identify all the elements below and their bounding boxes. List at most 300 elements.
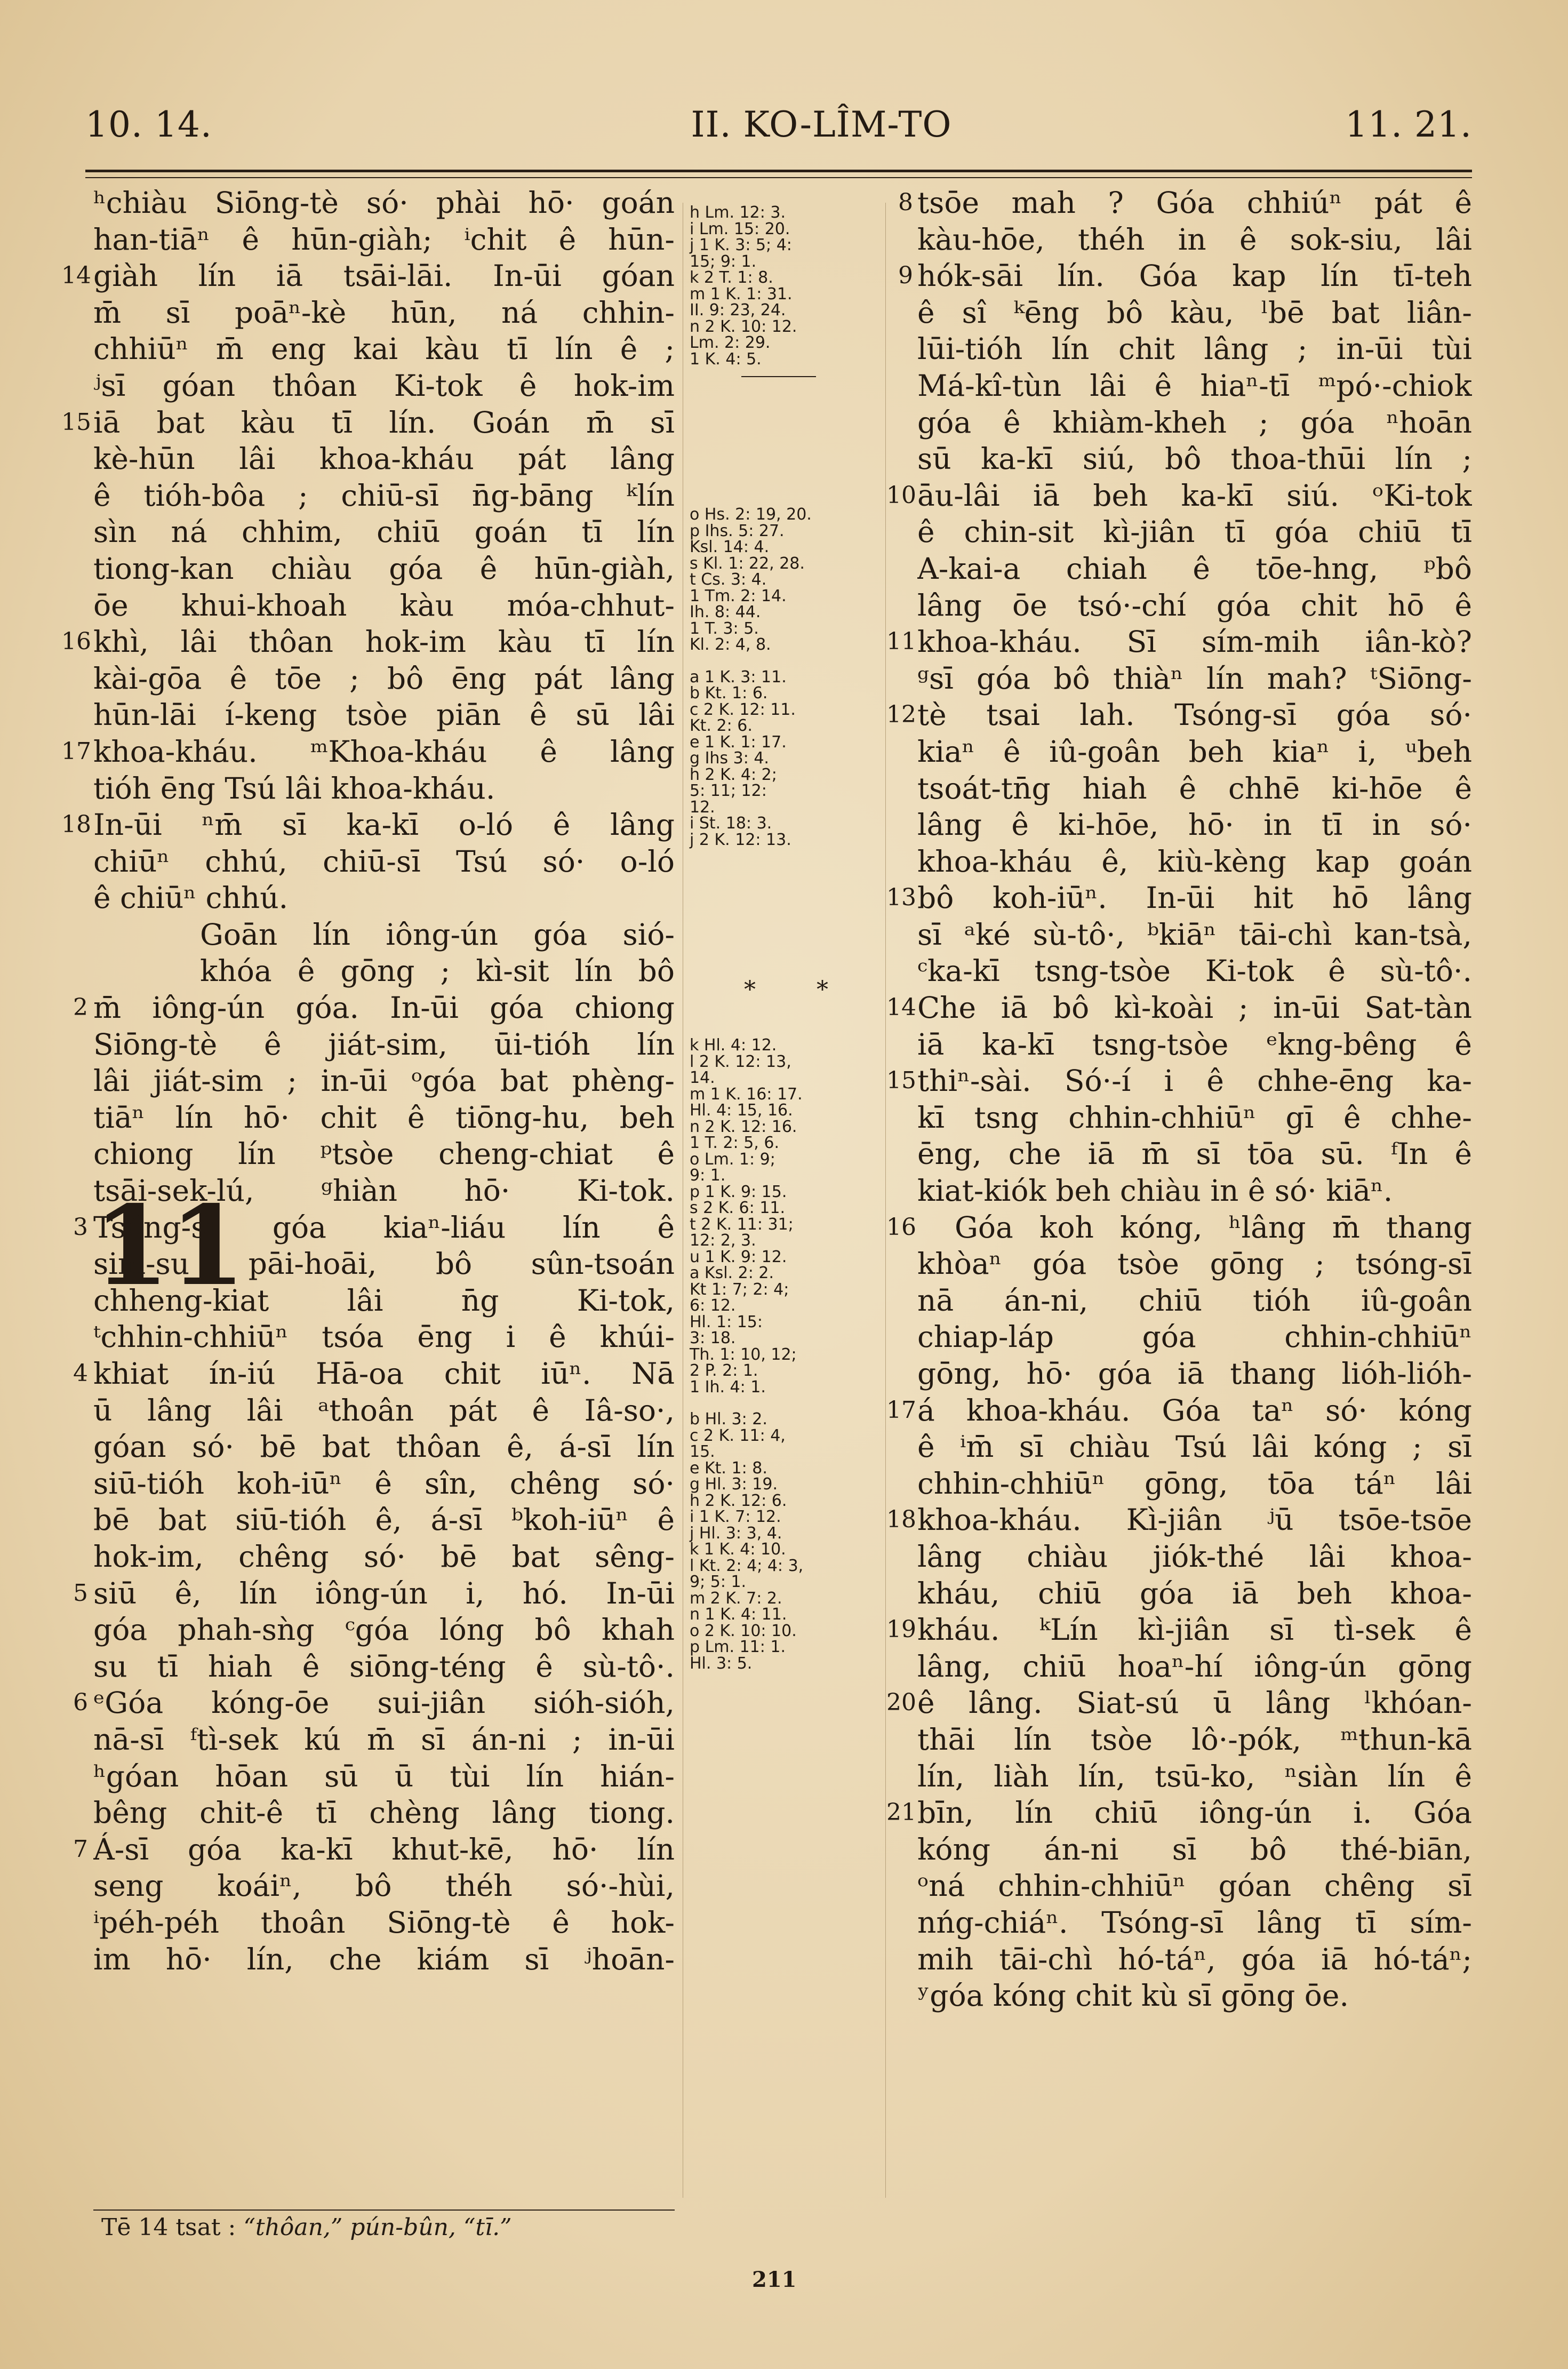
text-line [93,514,675,551]
verse-text: khòaⁿ góa tsòe gōng ; tsóng-sī [917,1247,1472,1281]
verse-text: chiūⁿ chhú, chiū-sī Tsú só· o-ló [93,844,675,879]
cross-reference: s 2 K. 6: 11. [690,1199,785,1217]
text-line [917,331,1472,368]
text-line [917,368,1472,404]
verse-text: im hō· lín, che kiám sī ʲhoān- [93,1942,675,1976]
text-line [93,1282,675,1319]
text-line [61,624,675,660]
text-line [93,916,675,953]
verse-text: bêng chit-ê tī chèng lâng tiong. [93,1796,675,1830]
text-line [917,916,1472,953]
verse-text: kiat-kiók beh chiàu in ê só· kiāⁿ. [917,1174,1393,1208]
text-line [886,1794,1472,1831]
text-line [898,185,1472,221]
verse-text: chhin-chhiūⁿ gōng, tōa táⁿ lâi [917,1466,1472,1501]
text-line [886,1685,1472,1721]
cross-reference: a Ksl. 2: 2. [690,1264,774,1282]
text-line [917,1904,1472,1941]
text-line [73,1355,675,1392]
text-line [93,1648,675,1685]
text-line [917,1648,1472,1685]
text-line [93,1721,675,1758]
verse-number: 3 [73,1213,88,1241]
text-line [917,1941,1472,1978]
footnote-rule [93,2210,675,2211]
text-line [93,368,675,404]
text-line [93,1063,675,1099]
verse-text: thiⁿ-sài. Só·-í i ê chhe-ēng ka- [917,1064,1472,1098]
text-line [917,1758,1472,1795]
text-line [917,1099,1472,1136]
cross-reference [690,1395,866,1411]
verse-number: 9 [898,262,913,290]
verse-number: 2 [73,994,88,1022]
text-line [93,294,675,331]
verse-text: thāi lín tsòe lô·-pók, ᵐthun-kā [917,1722,1472,1757]
text-line [93,1904,675,1941]
footnote [101,2214,512,2241]
verse-text: ū lâng lâi ᵃthoân pát ê Iâ-so·, [93,1393,675,1427]
verse-text: Má-kî-tùn lâi ê hiaⁿ-tī ᵐpó·-chiok [917,368,1472,403]
verse-text: ê chin-sit kì-jiân tī góa chiū tī [917,515,1472,549]
cross-reference: k 1 K. 4: 10. [690,1540,786,1559]
verse-text: lūi-tióh lín chit lâng ; in-ūi tùi [917,332,1472,366]
verse-text: hók-sāi lín. Góa kap lín tī-teh [917,259,1472,293]
text-line [917,733,1472,770]
cross-references-top [690,205,866,368]
cross-reference: Lm. 2: 29. [690,333,771,352]
verse-text: Siōng-tè ê jiát-sim, ūi-tióh lín [93,1027,675,1062]
verse-text: siū-tióh koh-iūⁿ ê sîn, chêng só· [93,1466,675,1501]
cross-reference: h 2 K. 12: 6. [690,1491,787,1510]
cross-reference: h 2 K. 4: 2; [690,765,777,784]
cross-reference: i St. 18: 3. [690,814,772,833]
verse-text: ʰgóan hōan sū ū tùi lín hián- [93,1759,675,1793]
verse-number: 4 [73,1360,88,1387]
text-line [886,990,1472,1026]
verse-text: lâng, chiū hoaⁿ-hí iông-ún gōng [917,1649,1472,1684]
text-line [917,1282,1472,1319]
text-line [917,1831,1472,1868]
cross-reference: a 1 K. 3: 11. [690,667,787,687]
cross-reference: 6: 12. [690,1296,736,1315]
cross-reference: Th. 1: 10, 12; [690,1345,797,1364]
verse-text: tè tsai lah. Tsóng-sī góa só· [917,698,1472,732]
cross-reference: j 1 K. 3: 5; 4: [690,236,792,254]
text-line [917,843,1472,880]
verse-text: ê lâng. Siat-sú ū lâng ˡkhóan- [917,1686,1472,1720]
text-line [917,441,1472,477]
text-line [61,733,675,770]
cross-reference: Hl. 3: 5. [690,1654,753,1673]
verse-text: góan só· bē bat thôan ê, á-sī lín [93,1430,675,1464]
verse-text: kàu-hōe, théh in ê sok-siu, lâi [917,222,1472,257]
text-line [917,1575,1472,1612]
text-line [73,1831,675,1868]
verse-text: chiong lín ᵖtsòe cheng-chiat ê [93,1137,675,1171]
text-line [93,1758,675,1795]
verse-text: nā-sī ᶠtì-sek kú m̄ sī án-ni ; in-ūi [93,1722,675,1757]
verse-text: ê chiūⁿ chhú. [93,881,289,915]
verse-text: Góa koh kóng, ʰlâng m̄ thang [955,1210,1472,1245]
verse-text: góa phah-sǹg ᶜgóa lóng bô khah [93,1613,675,1647]
verse-text: kiaⁿ ê iû-goân beh kiaⁿ i, ᵘbeh [917,734,1472,769]
text-line [917,1355,1472,1392]
verse-text: A-kai-a chiah ê tōe-hng, ᵖbô [917,551,1472,586]
verse-number: 18 [61,811,91,839]
verse-text: ōe khui-khoah kàu móa-chhut- [93,588,675,623]
cross-reference: k Hl. 4: 12. [690,1036,777,1055]
verse-text: kī tsng chhin-chhiūⁿ gī ê chhe- [917,1100,1472,1135]
verse-text: chiap-láp góa chhin-chhiūⁿ [917,1320,1472,1354]
verse-number: 7 [73,1835,88,1863]
cross-reference: Kl. 2: 4, 8. [690,635,771,654]
cross-reference: j Hl. 3: 3, 4. [690,1524,782,1543]
cross-reference: Ksl. 14: 4. [690,538,770,556]
text-line [917,221,1472,258]
cross-references-middle [690,507,866,848]
text-line [73,1575,675,1612]
text-line [93,1502,675,1538]
verse-text: nńg-chiáⁿ. Tsóng-sī lâng tī sím- [917,1905,1472,1940]
text-line [917,1977,1472,2014]
cross-reference: e 1 K. 1: 17. [690,732,787,752]
text-line [93,185,675,221]
text-line [93,770,675,807]
verse-text: khiat ín-iú Hā-oa chit iūⁿ. Nā [93,1357,675,1391]
text-line [93,1172,675,1209]
verse-number: 6 [73,1689,88,1717]
verse-text: ê ⁱm̄ sī chiàu Tsú lâi kóng ; sī [917,1430,1472,1464]
text-line [93,1026,675,1063]
cross-reference: o 2 K. 10: 10. [690,1621,797,1640]
verse-text: sī ᵃké sù-tô·, ᵇkiāⁿ tāi-chì kan-tsà, [917,917,1472,952]
text-line [93,477,675,514]
verse-text: kài-gōa ê tōe ; bô ēng pát lâng [93,661,675,696]
header-rule-thin [85,177,1472,178]
verse-text: lín, liàh lín, tsū-ko, ⁿsiàn lín ê [917,1759,1472,1793]
verse-number: 10 [886,481,916,509]
verse-text: ê sî ᵏēng bô kàu, ˡbē bat liân- [917,295,1472,330]
cross-reference: p Ihs. 5: 27. [690,521,785,540]
verse-text: ê tióh-bôa ; chiū-sī n̄g-bāng ᵏlín [93,478,675,513]
cross-reference: t 2 K. 11: 31; [690,1215,794,1234]
verse-text: ᵒná chhin-chhiūⁿ góan chêng sī [917,1869,1472,1903]
verse-text: ʸgóa kóng chit kù sī gōng ōe. [917,1979,1349,2013]
verse-text: kháu. ᵏLín kì-jiân sī tì-sek ê [917,1613,1472,1647]
verse-text: iā ka-kī tsng-tsòe ᵉkng-bêng ê [917,1027,1472,1062]
text-line [93,1246,675,1282]
cross-reference: i 1 K. 7: 12. [690,1507,781,1526]
text-line [917,1319,1472,1355]
verse-text: ēng, che iā m̄ sī tōa sū. ᶠIn ê [917,1137,1472,1171]
verse-text: sìn ná chhim, chiū goán tī lín [93,515,675,549]
text-line [93,1868,675,1904]
text-line [93,551,675,587]
text-line [93,441,675,477]
verse-text: m̄ sī poāⁿ-kè hūn, ná chhin- [93,295,675,330]
text-line [93,1612,675,1648]
cross-reference: o Hs. 2: 19, 20. [690,505,812,524]
cross-reference: 12: 2, 3. [690,1231,756,1250]
right-text-column [886,185,1472,2014]
cross-reference: h Lm. 12: 3. [690,203,786,222]
verse-text: gōng, hō· góa iā thang lióh-lióh- [917,1357,1472,1391]
text-line [93,880,675,916]
text-line [917,294,1472,331]
cross-reference: 1 K. 4: 5. [690,349,762,369]
text-line [917,1538,1472,1575]
cross-reference: j 2 K. 12: 13. [690,830,791,849]
cross-reference: o Lm. 1: 9; [690,1150,775,1169]
verse-text: khì, lâi thôan hok-im kàu tī lín [93,625,675,659]
text-line [93,1941,675,1978]
text-line [886,1392,1472,1429]
verse-text: á khoa-kháu. Góa taⁿ só· kóng [917,1393,1472,1427]
verse-number: 16 [886,1213,916,1241]
verse-text: chheng-kiat lâi n̄g Ki-tok, [93,1283,675,1318]
verse-text: su tī hiah ê siōng-téng ê sù-tô·. [93,1649,675,1684]
verse-text: han-tiāⁿ ê hūn-giàh; ⁱchit ê hūn- [93,222,675,257]
text-line [886,697,1472,733]
text-line [886,1209,1472,1246]
text-line [93,1392,675,1429]
verse-text: In-ūi ⁿm̄ sī ka-kī o-ló ê lâng [93,808,675,842]
verse-text: sim-su pāi-hoāi, bô sûn-tsoán [93,1247,675,1281]
cross-reference: n 2 K. 10: 12. [690,317,797,336]
section-stars: * * [744,976,855,1003]
column-divider-right [885,203,886,2198]
footnote-label: Tē 14 tsat : [101,2214,236,2241]
verse-text: tsōe mah ? Góa chhiúⁿ pát ê [917,186,1472,220]
text-line [917,1465,1472,1502]
text-line [917,1026,1472,1063]
cross-reference: m 1 K. 1: 31. [690,284,793,304]
verse-text: seng koáiⁿ, bô théh só·-hùi, [93,1869,675,1903]
reference-divider [741,376,816,377]
verse-text: Che iā bô kì-koài ; in-ūi Sat-tàn [917,991,1472,1025]
page-number: 211 [752,2267,797,2292]
verse-text: tióh ēng Tsú lâi khoa-kháu. [93,771,495,805]
cross-reference: s Kl. 1: 22, 28. [690,554,805,573]
text-line [93,1136,675,1172]
header-book-title: II. KO-LÎM-TO [691,104,952,145]
text-line [61,258,675,294]
verse-number: 16 [61,628,91,656]
cross-reference: c 2 K. 11: 4, [690,1426,786,1445]
text-line [93,1099,675,1136]
text-line [917,807,1472,843]
verse-text: ⁱpéh-péh thoân Siōng-tè ê hok- [93,1905,675,1940]
text-line [917,660,1472,697]
text-line [61,404,675,441]
verse-text: siū ê, lín iông-ún i, hó. In-ūi [93,1576,675,1610]
verse-text: lâng ōe tsó·-chí góa chit hō ê [917,588,1472,623]
cross-reference: 15. [690,1442,715,1461]
header-left-reference: 10. 14. [85,104,212,145]
cross-reference: Hl. 4: 15, 16. [690,1101,793,1120]
text-line [917,1172,1472,1209]
verse-number: 20 [886,1689,916,1717]
verse-text: chhiūⁿ m̄ eng kai kàu tī lín ê ; [93,332,675,366]
cross-reference: 9; 5: 1. [690,1573,747,1591]
header-right-reference: 11. 21. [1345,104,1472,145]
cross-reference: t Cs. 3: 4. [690,570,767,589]
cross-reference: m 1 K. 16: 17. [690,1084,803,1104]
cross-reference: e Kt. 1: 8. [690,1458,767,1478]
text-line [93,953,675,990]
cross-reference: 5: 11; 12: [690,781,767,800]
verse-text: Á-sī góa ka-kī khut-kē, hō· lín [93,1832,675,1867]
text-line [898,258,1472,294]
verse-text: kóng án-ni sī bô thé-biān, [917,1832,1472,1867]
cross-reference: l Kt. 2: 4; 4: 3, [690,1556,804,1575]
cross-reference [690,653,866,669]
verse-text: giàh lín iā tsāi-lāi. In-ūi góan [93,259,675,293]
text-line [917,1868,1472,1904]
verse-number: 19 [886,1616,916,1644]
verse-text: tsāi-sek-lú, ᵍhiàn hō· Ki-tok. [93,1174,675,1208]
text-line [93,331,675,368]
verse-text: ᵗchhin-chhiūⁿ tsóa ēng i ê khúi- [93,1320,675,1354]
verse-text: lâng chiàu jiók-thé lâi khoa- [917,1539,1472,1574]
verse-text: sū ka-kī siú, bô thoa-thūi lín ; [917,442,1472,476]
text-line [93,1429,675,1465]
verse-number: 13 [886,884,916,912]
cross-reference: g Hl. 3: 19. [690,1475,778,1494]
cross-reference: n 1 K. 4: 11. [690,1605,787,1624]
text-line [886,624,1472,660]
text-line [886,1612,1472,1648]
verse-text: lâng ê ki-hōe, hō· in tī in só· [917,808,1472,842]
header-rule-thick [85,170,1472,172]
text-line [93,697,675,733]
verse-text: tsoát-tn̄g hiah ê chhē ki-hōe ê [917,771,1472,805]
footnote-text: “thôan,” pún-bûn, “tī.” [243,2214,512,2241]
cross-reference: 14. [690,1068,715,1087]
cross-reference: Ih. 8: 44. [690,603,761,621]
cross-reference: b Hl. 3: 2. [690,1410,767,1429]
verse-text: āu-lâi iā beh ka-kī siú. ᵒKi-tok [917,478,1472,513]
verse-number: 5 [73,1579,88,1607]
cross-reference: 15; 9: 1. [690,252,757,271]
verse-text: Goān lín iông-ún góa sió- [200,917,675,952]
cross-reference: g Ihs 3: 4. [690,749,769,768]
verse-number: 21 [886,1799,916,1826]
verse-text: ʲsī góan thôan Ki-tok ê hok-im [93,368,675,403]
verse-text: kè-hūn lâi khoa-kháu pát lâng [93,442,675,476]
text-line [886,1063,1472,1099]
verse-text: bē bat siū-tióh ê, á-sī ᵇkoh-iūⁿ ê [93,1503,675,1537]
verse-text: hok-im, chêng só· bē bat sêng- [93,1539,675,1574]
cross-reference: b Kt. 1: 6. [690,684,768,703]
text-line [61,807,675,843]
verse-text: m̄ iông-ún góa. In-ūi góa chiong [93,991,675,1025]
verse-text: nā án-ni, chiū tióh iû-goân [917,1283,1472,1318]
text-line [93,1538,675,1575]
cross-reference: k 2 T. 1: 8. [690,268,773,287]
verse-text: tiong-kan chiàu góa ê hūn-giàh, [93,551,675,586]
cross-reference: i Lm. 15: 20. [690,219,790,238]
text-line [73,1209,675,1246]
text-line [917,551,1472,587]
chapter-drop-cap: 11 [93,1182,246,1310]
left-text-column [61,185,675,1977]
verse-text: tiāⁿ lín hō· chit ê tiōng-hu, beh [93,1100,675,1135]
text-line [886,880,1472,916]
verse-text: ᵉGóa kóng-ōe sui-jiân sióh-sióh, [93,1686,675,1720]
verse-text: Tsóng-sī góa kiaⁿ-liáu lín ê [93,1210,675,1245]
verse-text: iā bat kàu tī lín. Goán m̄ sī [93,405,675,440]
verse-text: mih tāi-chì hó-táⁿ, góa iā hó-táⁿ; [917,1942,1472,1976]
text-line [93,1319,675,1355]
verse-number: 11 [886,628,916,656]
cross-reference: n 2 K. 12: 16. [690,1117,797,1136]
cross-reference: 3: 18. [690,1329,736,1347]
text-line [93,1794,675,1831]
text-line [93,221,675,258]
text-line [917,953,1472,990]
verse-number: 12 [886,701,916,729]
text-line [886,1502,1472,1538]
text-line [93,660,675,697]
cross-reference: 9: 1. [690,1166,726,1185]
text-line [73,990,675,1026]
verse-text: bīn, lín chiū iông-ún i. Góa [917,1796,1472,1830]
cross-reference: 1 T. 2: 5, 6. [690,1134,779,1152]
text-line [917,404,1472,441]
text-line [93,587,675,624]
cross-reference: p Lm. 11: 1. [690,1638,786,1656]
verse-text: ᶜka-kī tsng-tsòe Ki-tok ê sù-tô·. [917,954,1472,988]
text-line [73,1685,675,1721]
cross-references-lower [690,1038,866,1672]
verse-text: ʰchiàu Siōng-tè só· phài hō· goán [93,186,675,220]
verse-number: 14 [61,262,91,290]
text-line [917,514,1472,551]
text-line [93,1465,675,1502]
text-line [917,1429,1472,1465]
text-line [93,843,675,880]
verse-text: hūn-lāi í-keng tsòe piān ê sū lâi [93,698,675,732]
cross-reference: 1 T. 3: 5. [690,619,759,638]
verse-text: lâi jiát-sim ; in-ūi ᵒgóa bat phèng- [93,1064,675,1098]
cross-reference: Hl. 1: 15: [690,1312,763,1331]
text-line [886,477,1472,514]
verse-number: 17 [61,737,91,765]
running-header [85,104,1472,163]
verse-text: kháu, chiū góa iā beh khoa- [917,1576,1472,1610]
verse-number: 14 [886,994,916,1022]
text-line [917,587,1472,624]
verse-number: 18 [886,1506,916,1534]
text-line [917,1246,1472,1282]
verse-text: khoa-kháu. Sī sím-mih iân-kò? [917,625,1472,659]
verse-number: 17 [886,1396,916,1424]
cross-reference: u 1 K. 9: 12. [690,1247,787,1266]
cross-reference: 1 Tm. 2: 14. [690,586,787,605]
verse-number: 15 [61,408,91,436]
verse-text: khoa-kháu. ᵐKhoa-kháu ê lâng [93,734,675,769]
verse-text: khóa ê gōng ; kì-sit lín bô [200,954,675,988]
verse-number: 15 [886,1067,916,1095]
cross-reference: c 2 K. 12: 11. [690,700,796,719]
cross-reference: p 1 K. 9: 15. [690,1182,787,1201]
cross-reference: Kt. 2: 6. [690,716,753,735]
verse-text: ᵍsī góa bô thiàⁿ lín mah? ᵗSiōng- [917,661,1472,696]
cross-reference: Kt 1: 7; 2: 4; [690,1280,789,1299]
cross-reference: m 2 K. 7: 2. [690,1589,782,1608]
